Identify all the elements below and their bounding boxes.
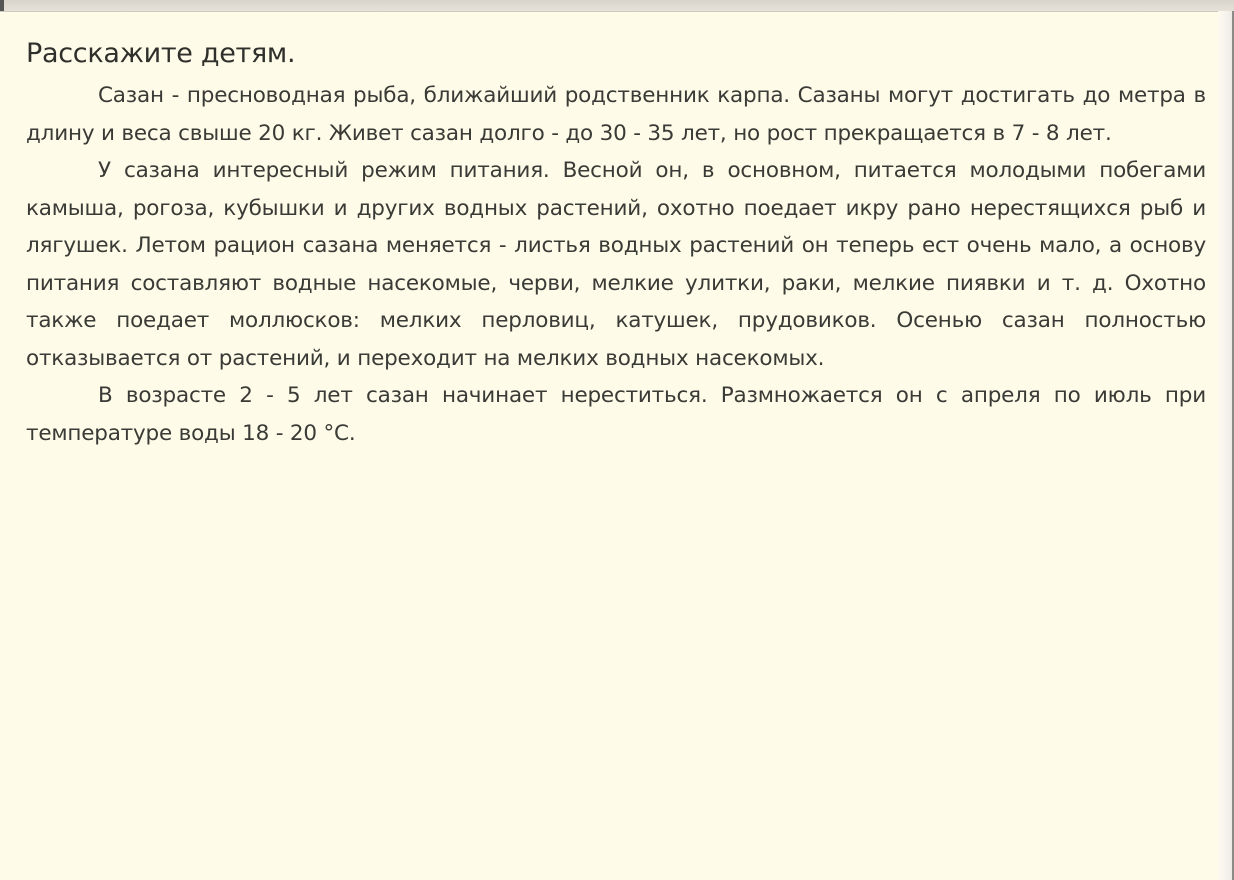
document-page xyxy=(26,38,1206,452)
paragraph-text: Сазан - пресноводная рыба, ближайший родственник карпа. Сазаны могут достигать до метра в длину и веса свыше 20 кг. Живет сазан долго - до 30 - 35 лет, но рост прекращается в 7 - 8 лет. xyxy=(26,83,1206,146)
paragraph-text: В возрасте 2 - 5 лет сазан начинает нереститься. Размножается он с апреля по июль при температуре воды 18 - 20 °С. xyxy=(26,383,1206,446)
scan-corner-mark xyxy=(0,0,4,11)
paragraph-2 xyxy=(26,152,1206,377)
paragraph-3 xyxy=(26,377,1206,452)
paragraph-1 xyxy=(26,77,1206,152)
scan-top-border xyxy=(0,0,1234,12)
document-title: Расскажите детям. xyxy=(26,38,296,69)
paragraph-text: У сазана интересный режим питания. Весной он, в основном, питается молодыми побегами камыша, рогоза, кубышки и других водных растений, охотно поедает икру рано нерестящихся рыб и лягушек. Летом рацион сазана меняется - листья водных растений он теперь ест очень мало, а основу питания составляют водные насекомые, черви, мелкие улитки, раки, мелкие пиявки и т. д. Охотно также поедает моллюсков: мелких перловиц, катушек, прудовиков. Осенью сазан полностью отказывается от растений, и переходит на мелких водных насекомых. xyxy=(26,158,1206,371)
